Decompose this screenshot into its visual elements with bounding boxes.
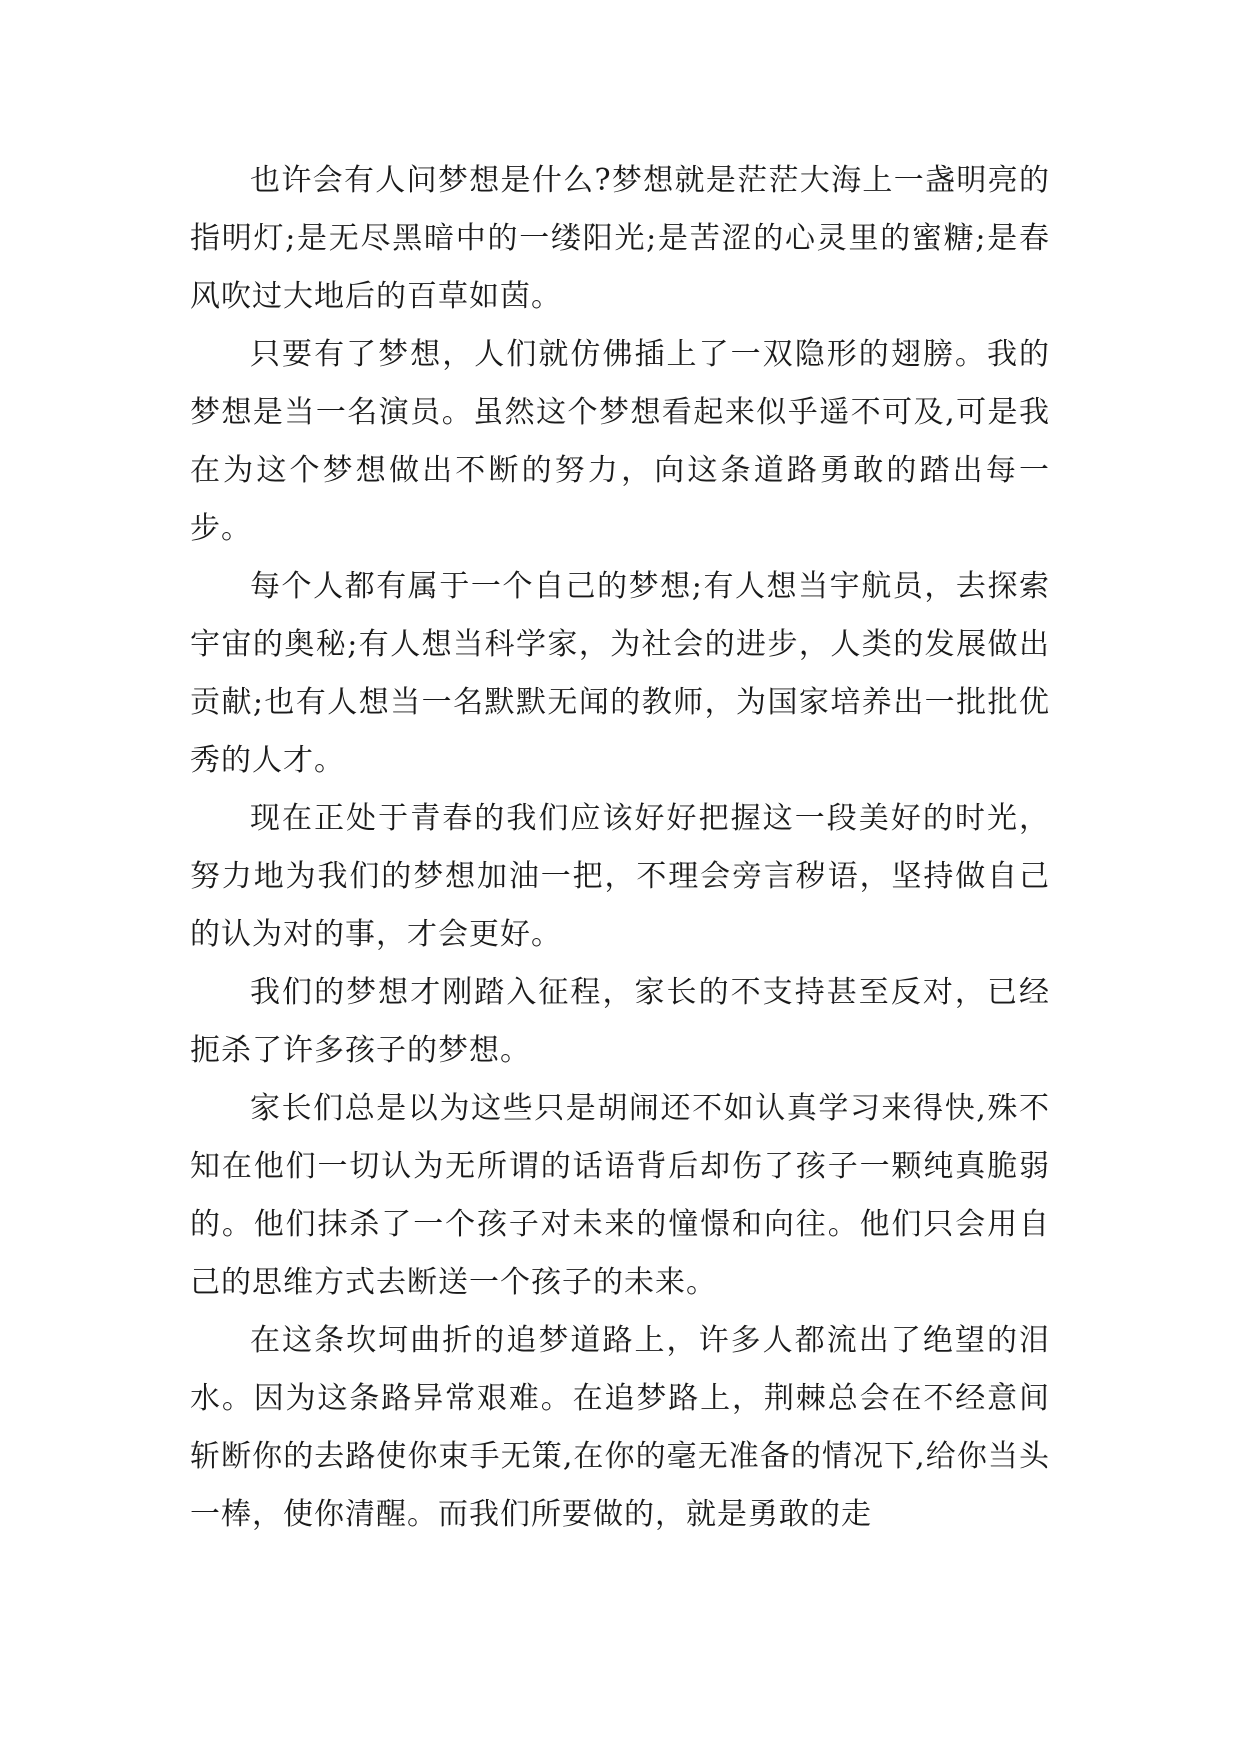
paragraph-6: 家长们总是以为这些只是胡闹还不如认真学习来得快,殊不知在他们一切认为无所谓的话语背后却伤了孩子一颗纯真脆弱的。他们抹杀了一个孩子对未来的憧憬和向往。他们只会用自己的思维方式去断送一个孩子的未来。	[190, 1091, 1050, 1300]
paragraph-2: 只要有了梦想，人们就仿佛插上了一双隐形的翅膀。我的梦想是当一名演员。虽然这个梦想看起来似乎遥不可及,可是我在为这个梦想做出不断的努力，向这条道路勇敢的踏出每一步。	[190, 337, 1050, 546]
document-page	[190, 152, 1050, 1544]
paragraph-1: 也许会有人问梦想是什么?梦想就是茫茫大海上一盏明亮的指明灯;是无尽黑暗中的一缕阳光;是苦涩的心灵里的蜜糖;是春风吹过大地后的百草如茵。	[190, 163, 1050, 314]
paragraph-3: 每个人都有属于一个自己的梦想;有人想当宇航员，去探索宇宙的奥秘;有人想当科学家，为社会的进步，人类的发展做出贡献;也有人想当一名默默无闻的教师，为国家培养出一批批优秀的人才。	[190, 569, 1050, 778]
paragraph-5: 我们的梦想才刚踏入征程，家长的不支持甚至反对，已经扼杀了许多孩子的梦想。	[190, 975, 1050, 1068]
paragraph-4: 现在正处于青春的我们应该好好把握这一段美好的时光，努力地为我们的梦想加油一把，不理会旁言秽语，坚持做自己的认为对的事，才会更好。	[190, 801, 1050, 952]
paragraph-7: 在这条坎坷曲折的追梦道路上，许多人都流出了绝望的泪水。因为这条路异常艰难。在追梦路上，荆棘总会在不经意间斩断你的去路使你束手无策,在你的毫无准备的情况下,给你当头一棒，使你清醒。而我们所要做的，就是勇敢的走	[190, 1323, 1050, 1532]
